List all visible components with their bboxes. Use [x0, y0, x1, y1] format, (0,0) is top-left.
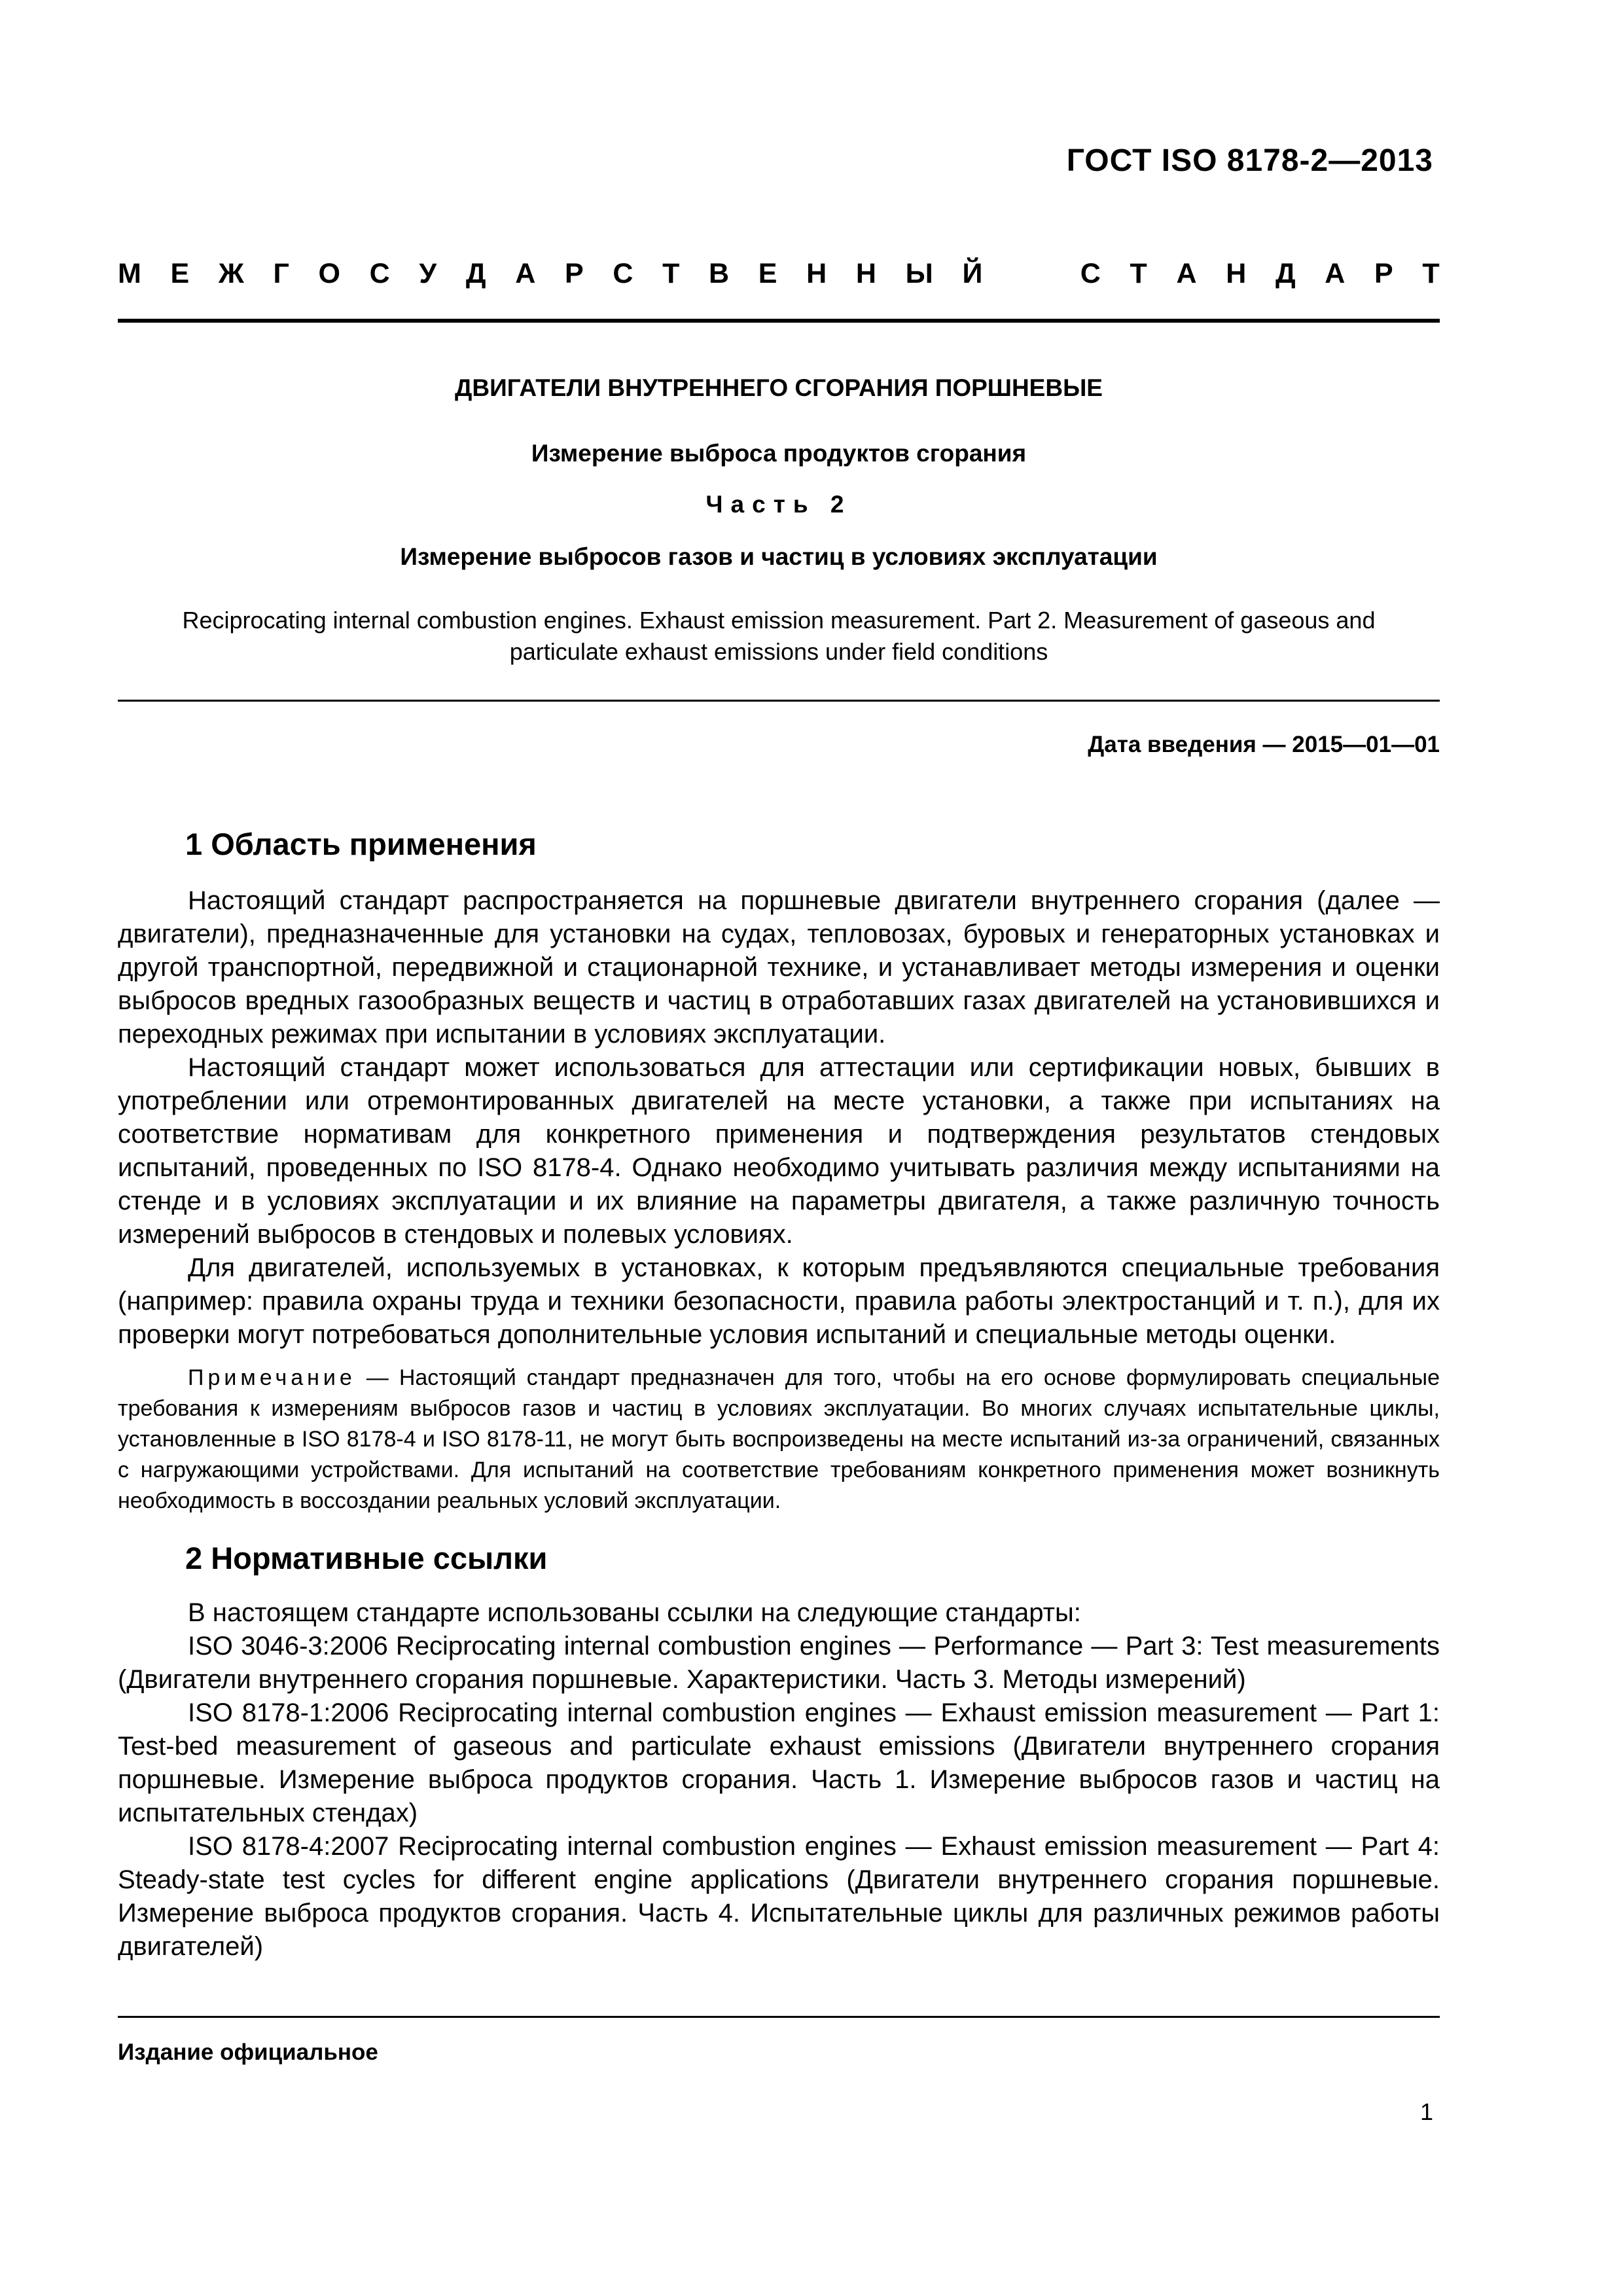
banner-letter: Ж: [218, 258, 244, 289]
banner-letter: Е: [170, 258, 190, 289]
banner-letter: Д: [465, 258, 486, 289]
section-body-references: [118, 1596, 1440, 1964]
footer-divider: [118, 2016, 1440, 2018]
interstate-standard-banner: [118, 258, 1440, 290]
banner-letter: С: [613, 258, 633, 289]
banner-letter: Н: [1226, 258, 1247, 289]
section-heading-references: 2 Нормативные ссылки: [185, 1541, 548, 1575]
reference-item: ISO 8178-1:2006 Reciprocating internal combustion engines — Exhaust emission measurement — Part 1: Test-bed measurement of gaseous and particulate exhaust emissions (Двигатели внутреннего сгорания поршневые. Измерение выброса продуктов сгорания. Часть 1. Измерение выбросов газов и частиц на испытательных стендах): [118, 1698, 1440, 1827]
section-heading-scope: 1 Область применения: [185, 827, 537, 861]
paragraph: Настоящий стандарт может использоваться для аттестации или сертификации новых, бывших в употреблении или отремонтированных двигателей на месте установки, а также при испытаниях на соответствие нормативам для конкретного применения и подтверждения результатов стендовых испытаний, проведенных по ISO 8178-4. Однако необходимо учитывать различия между испытаниями на стенде и в условиях эксплуатации и их влияние на параметры двигателя, а также различную точность измерений выбросов в стендовых и полевых условиях.: [118, 1053, 1440, 1249]
paragraph: В настоящем стандарте использованы ссылки на следующие стандарты:: [188, 1598, 1081, 1627]
banner-letter: Р: [564, 258, 584, 289]
page-number: 1: [1419, 2098, 1433, 2125]
banner-letter: У: [419, 258, 437, 289]
banner-letter: Р: [1374, 258, 1393, 289]
section-body-scope: [118, 884, 1440, 1352]
banner-letter: Т: [1422, 258, 1440, 289]
banner-letter: Т: [662, 258, 680, 289]
standard-title: ДВИГАТЕЛИ ВНУТРЕННЕГО СГОРАНИЯ ПОРШНЕВЫЕ: [455, 374, 1103, 401]
banner-letter: А: [515, 258, 536, 289]
english-title-line: particulate exhaust emissions under field conditions: [509, 638, 1048, 665]
document-code: ГОСТ ISO 8178-2—2013: [1066, 143, 1433, 178]
standard-part-title: Измерение выбросов газов и частиц в условиях эксплуатации: [400, 543, 1158, 570]
banner-letter: Й: [962, 258, 983, 289]
standard-subtitle: Измерение выброса продуктов сгорания: [531, 440, 1027, 467]
banner-letter: В: [709, 258, 730, 289]
standard-part-number: Часть 2: [705, 491, 852, 518]
paragraph: Для двигателей, используемых в установках, к которым предъявляются специальные требования (например: правила охраны труда и техники безопасности, правила работы электростанций и т. п.), для их проверки могут потребоваться дополнительные условия испытаний и специальные методы оценки.: [118, 1253, 1440, 1349]
banner-letter: Н: [806, 258, 827, 289]
official-edition-label: Издание официальное: [118, 2039, 378, 2065]
introduction-date: Дата введения — 2015—01—01: [1088, 732, 1440, 757]
note-block: [118, 1363, 1440, 1516]
banner-letter: Н: [855, 258, 876, 289]
note-text: — Настоящий стандарт предназначен для того, чтобы на его основе формулировать специальные требования к измерениям выбросов газов и частиц в условиях эксплуатации. Во многих случаях испытательные циклы, установленные в ISO 8178-4 и ISO 8178-11, не могут быть воспроизведены на месте испытаний из-за ограничений, связанных с нагружающими устройствами. Для испытаний на соответствие требованиям конкретного применения может возникнуть необходимость в воссоздании реальных условий эксплуатации.: [118, 1365, 1440, 1513]
title-divider: [118, 700, 1440, 702]
banner-letter: Ы: [905, 258, 933, 289]
banner-letter: Е: [758, 258, 777, 289]
english-title: [118, 605, 1440, 668]
banner-letter: А: [1325, 258, 1346, 289]
note-label: Примечание: [188, 1365, 356, 1390]
banner-letter: С: [1080, 258, 1101, 289]
reference-item: ISO 8178-4:2007 Reciprocating internal combustion engines — Exhaust emission measurement — Part 4: Steady-state test cycles for different engine applications (Двигатели внутреннего сгорания поршневые. Измерение выброса продуктов сгорания. Часть 4. Испытательные циклы для различных режимов работы двигателей): [118, 1832, 1440, 1961]
banner-letter: Т: [1130, 258, 1147, 289]
header-divider: [118, 319, 1440, 323]
reference-item: ISO 3046-3:2006 Reciprocating internal combustion engines — Performance — Part 3: Test measurements (Двигатели внутреннего сгорания поршневые. Характеристики. Часть 3. Методы измерений): [118, 1632, 1440, 1694]
banner-letter: О: [318, 258, 340, 289]
banner-letter: С: [369, 258, 390, 289]
banner-letter: А: [1176, 258, 1197, 289]
banner-letter: Д: [1275, 258, 1296, 289]
paragraph: Настоящий стандарт распространяется на поршневые двигатели внутреннего сгорания (далее — двигатели), предназначенные для установки на судах, тепловозах, буровых и генераторных установках и другой транспортной, передвижной и стационарной технике, и устанавливает методы измерения и оценки выбросов вредных газообразных веществ и частиц в отработавших газах двигателей на установившихся и переходных режимах при испытании в условиях эксплуатации.: [118, 886, 1440, 1049]
banner-letter: М: [118, 258, 141, 289]
english-title-line: Reciprocating internal combustion engines. Exhaust emission measurement. Part 2. Measurement of gaseous and: [182, 607, 1376, 634]
banner-letter: Г: [273, 258, 289, 289]
